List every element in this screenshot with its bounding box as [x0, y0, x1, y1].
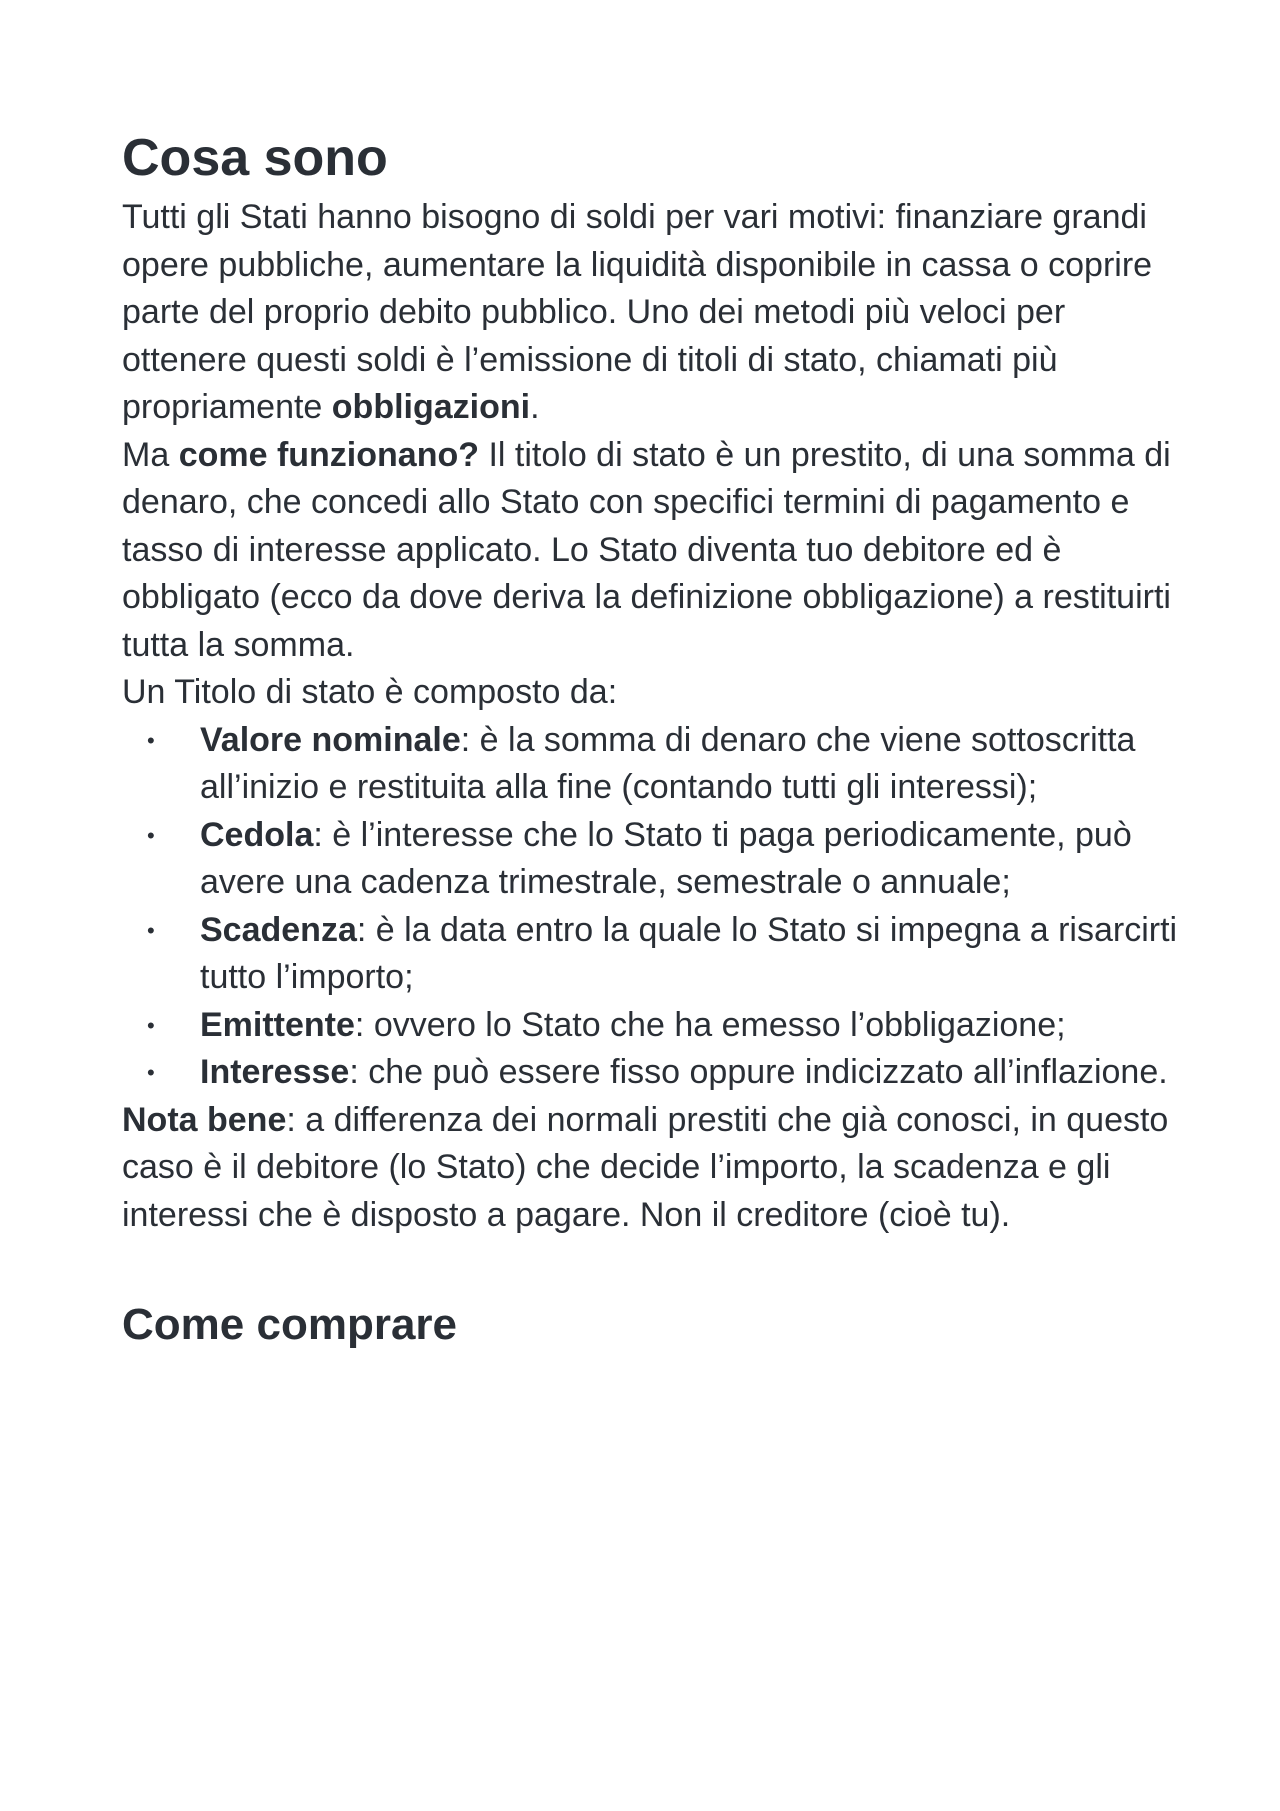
intro-text: Tutti gli Stati hanno bisogno di soldi per vari motivi: finanziare grandi opere pubbliche, aumentare la liquidità disponibile in cassa o coprire parte del proprio debito pubblico. Uno dei metodi più veloci per ottenere questi soldi è l’emissione di titoli di stato, chiamati più propriamente [122, 198, 1153, 426]
list-item [122, 812, 1182, 907]
list-item-text: : che può essere fisso oppure indicizzato all’inflazione. [349, 1053, 1168, 1091]
list-item-term: Valore nominale [200, 720, 461, 759]
how-text: Il titolo di stato è un prestito, di una somma di denaro, che concedi allo Stato con specifici termini di pagamento e tasso di interesse applicato. Lo Stato diventa tuo debitore ed è obbligato (ecco da dove deriva la definizione obbligazione) a restituirti tutta la somma. [122, 435, 1171, 664]
intro-end: . [530, 388, 540, 426]
list-item-text: : è l’interesse che lo Stato ti paga periodicamente, può avere una cadenza trimestrale, semestrale o annuale; [200, 815, 1132, 901]
list-item [122, 1049, 1182, 1097]
intro-bold-term: obbligazioni [331, 388, 531, 426]
intro-paragraph [122, 194, 1182, 432]
list-item [122, 717, 1182, 812]
section-title-come-comprare: Come comprare [122, 1300, 458, 1349]
components-list [122, 717, 1182, 1097]
list-item-term: Scadenza [200, 910, 357, 949]
list-intro: Un Titolo di stato è composto da: [122, 673, 618, 711]
list-item-text: : ovvero lo Stato che ha emesso l’obbligazione; [354, 1005, 1066, 1044]
section-spacer [122, 1239, 1182, 1297]
note-paragraph [122, 1097, 1182, 1240]
list-item-text: : è la data entro la quale lo Stato si impegna a risarcirti tutto l’importo; [200, 910, 1178, 996]
list-item-term: Cedola [200, 815, 314, 854]
document-page [122, 126, 1182, 1353]
list-item [122, 1002, 1182, 1050]
list-item-term: Emittente [200, 1005, 355, 1044]
list-item-term: Interesse [200, 1053, 350, 1091]
how-start: Ma [122, 435, 179, 474]
list-item-text: : è la somma di denaro che viene sottoscritta all’inizio e restituita alla fine (contando tutti gli interessi); [200, 720, 1136, 806]
section-title-cosa-sono: Cosa sono [122, 129, 388, 187]
how-it-works-paragraph [122, 432, 1182, 670]
how-bold-question: come funzionano? [178, 435, 480, 474]
note-text: : a differenza dei normali prestiti che già conosci, in questo caso è il debitore (lo Stato) che decide l’importo, la scadenza e gli interessi che è disposto a pagare. Non il creditore (cioè tu). [122, 1100, 1169, 1234]
note-bold: Nota bene [122, 1100, 287, 1139]
list-item [122, 907, 1182, 1002]
